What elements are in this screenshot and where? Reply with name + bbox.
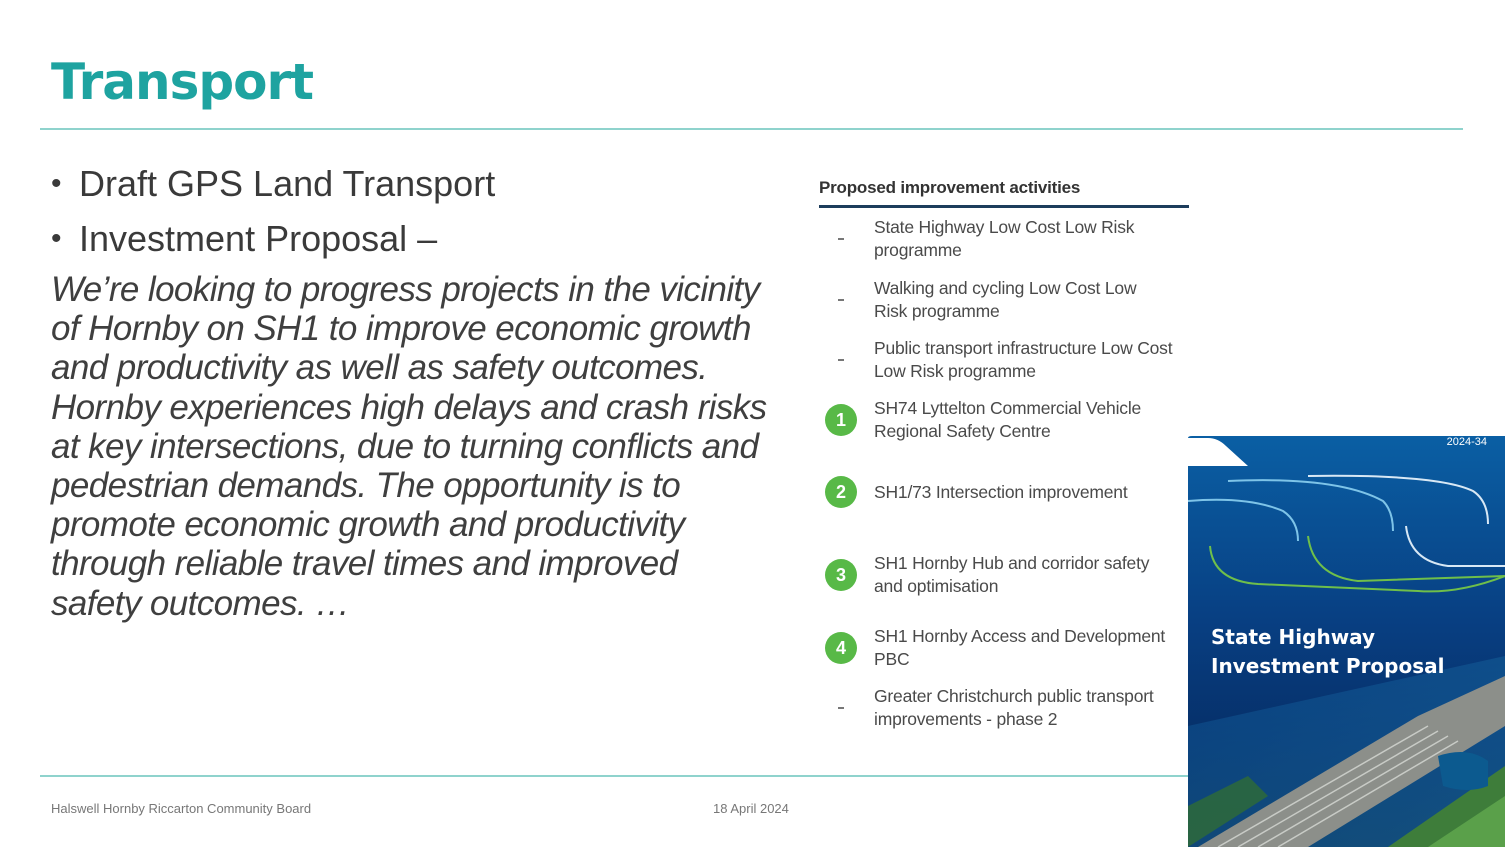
activity-label: Greater Christchurch public transport improvements - phase 2 [874, 686, 1154, 729]
number-badge: 2 [825, 476, 857, 508]
dash-marker [838, 238, 844, 240]
bullet-text: Draft GPS Land Transport [79, 162, 496, 204]
bullet-dot-icon: • [51, 166, 62, 200]
activity-label: SH1 Hornby Hub and corridor safety and optimisation [874, 553, 1150, 596]
footer-board-name: Halswell Hornby Riccarton Community Board [51, 801, 312, 816]
footer-divider [40, 775, 1188, 777]
activity-label: SH1/73 Intersection improvement [874, 481, 1128, 502]
activity-label: SH74 Lyttelton Commercial Vehicle Regional Safety Centre [874, 398, 1142, 441]
panel-heading: Proposed improvement activities [819, 178, 1189, 208]
bullet-item [51, 211, 771, 266]
slide-title: Transport [51, 53, 314, 111]
activity-label: State Highway Low Cost Low Risk programme [874, 217, 1135, 260]
title-divider [40, 128, 1463, 130]
activity-item [819, 216, 1189, 262]
activity-item [819, 552, 1189, 598]
bullet-text: Investment Proposal – [79, 217, 438, 259]
activity-item [819, 337, 1189, 383]
bullet-dot-icon: • [51, 221, 62, 255]
cover-title [1211, 623, 1491, 681]
investment-proposal-cover [1188, 426, 1505, 847]
activity-item [819, 397, 1189, 443]
activity-item [819, 685, 1189, 731]
dash-marker [838, 359, 844, 361]
activity-label: SH1 Hornby Access and Development PBC [874, 626, 1166, 669]
number-badge: 4 [825, 632, 857, 664]
activity-label: Walking and cycling Low Cost Low Risk programme [874, 278, 1137, 321]
number-badge: 1 [825, 404, 857, 436]
dash-marker [838, 707, 844, 709]
cover-title-line: State Highway [1211, 625, 1376, 649]
activity-item [819, 625, 1189, 671]
bullet-item [51, 156, 771, 211]
dash-marker [838, 299, 844, 301]
cover-title-line: Investment Proposal [1211, 654, 1445, 678]
bullet-list [51, 156, 771, 266]
quote-paragraph: We’re looking to progress projects in the vicinity of Hornby on SH1 to improve economic growth and productivity as well as safety outcomes. Hornby experiences high delays and crash risks at key intersections, due to turning conflicts and pedestrian demands. The opportunity is to promote economic growth and productivity through reliable travel times and improved safety outcomes. … [51, 270, 767, 623]
activity-label: Public transport infrastructure Low Cost Low Risk programme [874, 338, 1173, 381]
activity-item [819, 277, 1189, 323]
number-badge: 3 [825, 559, 857, 591]
improvement-activities-panel [819, 178, 1189, 729]
activity-item [819, 476, 1189, 508]
footer-date: 18 April 2024 [713, 801, 789, 816]
cover-year: 2024-34 [1446, 436, 1487, 448]
